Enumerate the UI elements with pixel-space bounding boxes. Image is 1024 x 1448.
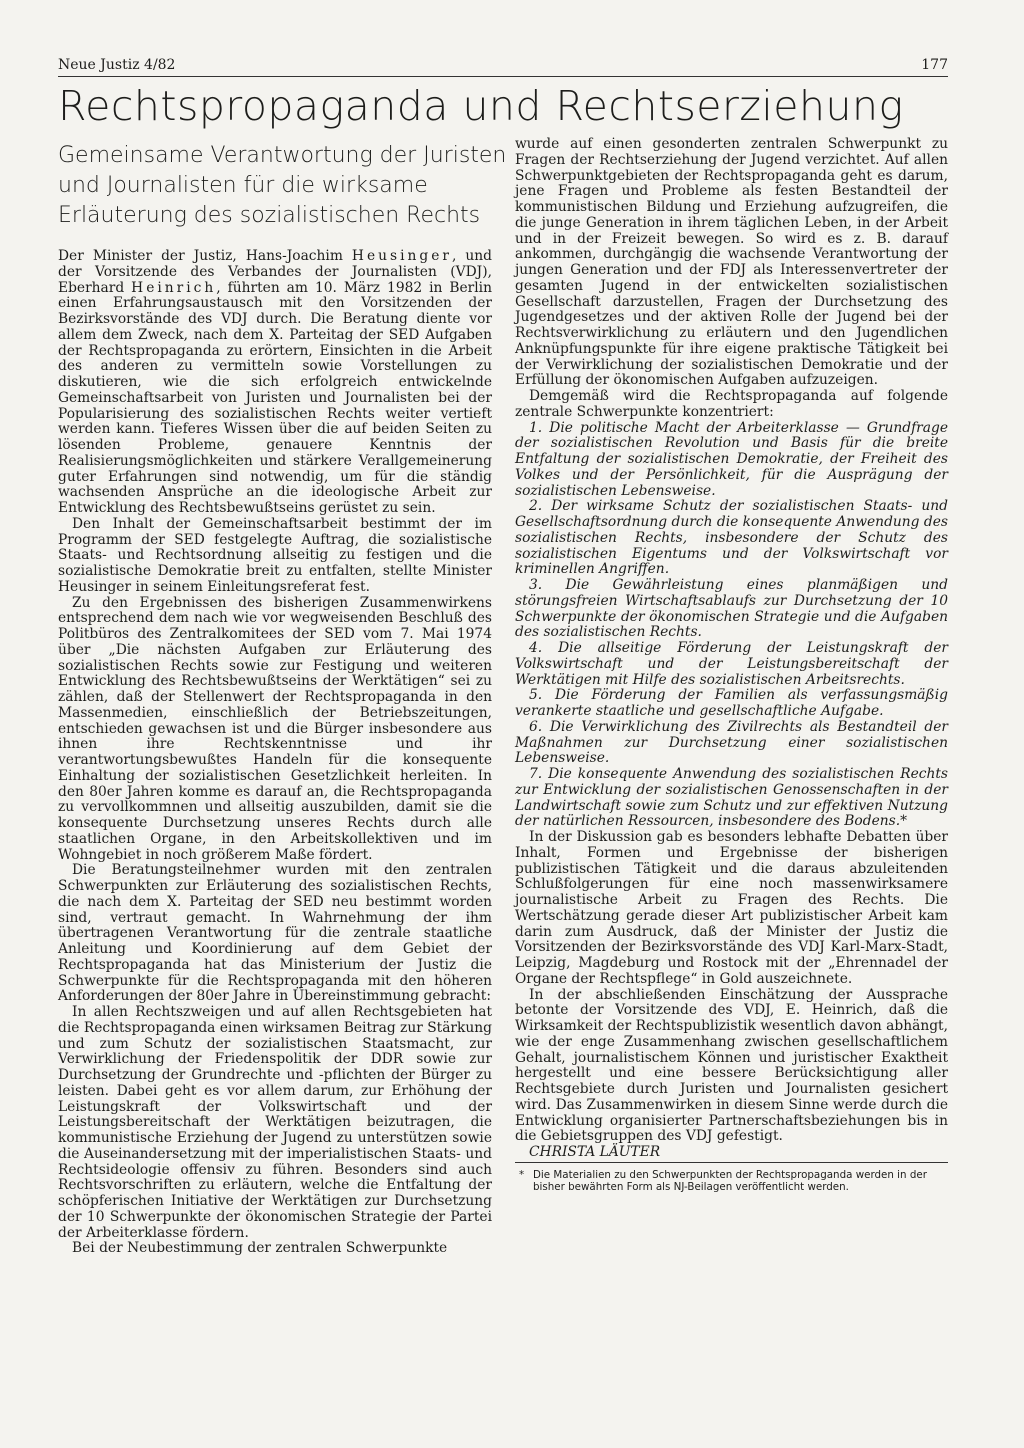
right-column [515,137,948,1257]
body-paragraph: In der Diskussion gab es besonders lebhafte Debatten über Inhalt, Formen und Ergebnisse der bisherigen publizistischen Tätigkeit und die daraus abzuleitenden Schlußfolgerungen für eine noch massenwirksamere journalistische Arbeit zu Fragen des Rechts. Die Wertschätzung gerade dieser Art publizistischer Arbeit kam darin zum Ausdruck, daß der Minister der Justiz die Vorsitzenden der Bezirksvorstände des VDJ Karl-Marx-Stadt, Leipzig, Magdeburg und Rostock mit der „Ehrennadel der Organe der Rechtspflege“ in Gold auszeichnete. [515,829,948,987]
page-number: 177 [921,57,948,73]
focus-item: 2. Der wirksame Schutz der sozialistischen Staats- und Gesellschaftsordnung durch die konsequente Anwendung des sozialistischen Rechts, insbesondere der Schutz des sozialistischen Eigentums und der Volkswirtschaft vor kriminellen Angriffen. [515,498,948,578]
focus-item: 3. Die Gewährleistung eines planmäßigen und störungsfreien Wirtschaftsablaufs zur Durchsetzung der 10 Schwerpunkte der ökonomischen Strategie und die Aufgaben des sozialistischen Rechts. [515,577,948,641]
continuation-paragraph: wurde auf einen gesonderten zentralen Schwerpunkt zu Fragen der Rechtserziehung der Jugend verzichtet. Auf allen Schwerpunktgebieten der Rechtspropaganda geht es darum, jene Fragen und Probleme als festen Bestandteil der kommunistischen Bildung und Erziehung aufzugreifen, die die junge Generation in ihrem täglichen Leben, in der Arbeit und in der Freizeit bewegen. So wird es z. B. darauf ankommen, durchgängig die wachsende Verantwortung der jungen Generation und der FDJ als Interessenvertreter der gesamten Jugend in der entwickelten sozialistischen Gesellschaft darzustellen, Fragen der Durchsetzung des Jugendgesetzes und der aktiven Rolle der Jugend bei der Rechtsverwirklichung zu erläutern und den Jugendlichen Anknüpfungspunkte für ihre eigene praktische Tätigkeit bei der Verwirklichung der sozialistischen Demokratie und der Erfüllung der ökonomischen Aufgaben aufzuzeigen. [515,136,948,389]
author-signature: CHRISTA LÄUTER [515,1145,948,1163]
focus-intro: Demgemäß wird die Rechtspropaganda auf folgende zentrale Schwerpunkte konzentriert: [515,388,948,420]
focus-item: 7. Die konsequente Anwendung des sozialistischen Rechts zur Entwicklung der sozialistischen Genossenschaften in der Landwirtschaft sowie zum Schutz und zur effektiven Nutzung der natürlichen Ressourcen, insbesondere des Bodens.* [515,766,948,830]
left-column-text [58,249,492,1257]
body-paragraph: Die Beratungsteilnehmer wurden mit den zentralen Schwerpunkten zur Erläuterung des sozialistischen Rechts, die nach dem X. Parteitag der SED neu bestimmt worden sind, vertraut gemacht. In Wahrnehmung der ihm übertragenen Verantwortung für die zentrale staatliche Anleitung und Koordinierung auf dem Gebiet der Rechtspropaganda hat das Ministerium der Justiz die Schwerpunkte für die Rechtspropaganda mit den höheren Anforderungen der 80er Jahre in Übereinstimmung gebracht: [58,862,492,1005]
focus-item: 4. Die allseitige Förderung der Leistungskraft der Volkswirtschaft und der Leistungsbereitschaft der Werktätigen mit Hilfe des sozialistischen Arbeitsrechts. [515,640,948,688]
body-paragraph: In allen Rechtszweigen und auf allen Rechtsgebieten hat die Rechtspropaganda einen wirksamen Beitrag zur Stärkung und zum Schutz der sozialistischen Staatsmacht, zur Verwirklichung der Friedenspolitik der DDR sowie zur Durchsetzung der Grundrechte und -pflichten der Bürger zu leisten. Dabei geht es vor allem darum, zur Erhöhung der Leistungskraft der Volkswirtschaft und der Leistungsbereitschaft der Werktätigen beizutragen, die kommunistische Erziehung der Jugend zu unterstützen sowie die Auseinandersetzung mit der imperialistischen Staats- und Rechtsideologie offensiv zu führen. Besonders sind auch Rechtsvorschriften zu erläutern, welche die Entfaltung der schöpferischen Initiative der Werktätigen zur Durchsetzung der 10 Schwerpunkte der ökonomischen Strategie der Partei der Arbeiterklasse fördern. [58,1004,492,1241]
footnote [515,1169,948,1194]
article-columns [58,137,948,1257]
intro-text: , führten am 10. März 1982 in Berlin einen Erfahrungsaustausch mit den Vorsitzenden der Bezirksvorstände des VDJ durch. Die Beratung diente vor allem dem Zweck, nach dem X. Parteitag der SED Aufgaben der Rechtspropaganda zu erörtern, Einsichten in die Arbeit des anderen zu vermitteln sowie Vorstellungen zu diskutieren, wie die sich erfolgreich entwickelnde Gemeinschaftsarbeit von Juristen und Journalisten bei der Popularisierung des sozialistischen Rechts weiter vertieft werden kann. Tieferes Wissen über die auf beiden Seiten zu lösenden Probleme, genauere Kenntnis der Realisierungsmöglichkeiten und stärkere Verallgemeinerung guter Erfahrungen sind notwendig, um für die ständig wachsenden Ansprüche an die ideologische Arbeit zur Entwicklung des Rechtsbewußtseins gerüstet zu sein. [58,279,492,516]
article-title-line: Gemeinsame Verantwortung der Juristen [58,143,507,168]
running-header [58,56,948,77]
name-heusinger: Heusinger [351,248,452,264]
intro-text: , und der Vorsitzende des Verbandes der Journalisten (VDJ), Eberhard [58,248,492,296]
focus-item: 1. Die politische Macht der Arbeiterklasse — Grundfrage der sozialistischen Revolution und Basis für die breite Entfaltung der sozialistischen Demokratie, der Freiheit des Volkes und der Persönlichkeit, für die Ausprägung der sozialistischen Lebensweise. [515,419,948,499]
body-paragraph: Zu den Ergebnissen des bisherigen Zusammenwirkens entsprechend dem nach wie vor wegweisenden Beschluß des Politbüros des Zentralkomitees der SED vom 7. Mai 1974 über „Die nächsten Aufgaben zur Erläuterung des sozialistischen Rechts sowie zur Festigung und weiteren Entwicklung des Rechtsbewußtseins der Werktätigen“ sei zu zählen, daß der Stellenwert der Rechtspropaganda in den Massenmedien, einschließlich der Betriebszeitungen, entschieden gewachsen ist und die Bürger insbesondere aus ihnen ihre Rechtskenntnisse und ihr verantwortungsbewußtes Handeln für die konsequente Einhaltung der sozialistischen Gesetzlichkeit herleiten. In den 80er Jahren komme es darauf an, die Rechtspropaganda zu vervollkommnen und allseitig auszubilden, damit sie die konsequente Durchsetzung unseres Rechts durch alle staatlichen Organe, in den Arbeitskollektiven und im Wohngebiet in noch größerem Maße fördert. [58,594,492,863]
intro-text: Der Minister der Justiz, Hans-Joachim [58,248,352,264]
intro-paragraph [58,249,492,517]
article-title [58,141,507,231]
focus-item: 5. Die Förderung der Familien als verfassungsmäßig verankerte staatliche und gesellschaftliche Aufgabe. [515,687,948,719]
journal-page [58,56,948,1436]
footnote-marker: * [519,1168,525,1181]
article-title-line: Erläuterung des sozialistischen Rechts [58,203,481,228]
footnote-text: Die Materialien zu den Schwerpunkten der Rechtspropaganda werden in der bisher bewährten Form als NJ-Beilagen veröffentlicht werden. [533,1168,927,1194]
body-paragraph: In der abschließenden Einschätzung der Aussprache betonte der Vorsitzende des VDJ, E. Heinrich, daß die Wirksamkeit der Rechtspublizistik wesentlich davon abhängt, wie der enge Zusammenhang zwischen gesellschaftlichem Gehalt, journalistischem Können und juristischer Exaktheit hergestellt und eine bessere Berücksichtigung aller Rechtsgebiete durch Juristen und Journalisten gesichert wird. Das Zusammenwirken in diesem Sinne werde durch die Entwicklung organisierter Partnerschaftsbeziehungen bis in die Gebietsgruppen des VDJ gefestigt. [515,986,948,1145]
left-column [58,137,507,1257]
journal-issue: Neue Justiz 4/82 [58,57,176,73]
section-title: Rechtspropaganda und Rechtserziehung [58,82,904,130]
right-column-text [515,137,948,1163]
article-title-line: und Journalisten für die wirksame [58,173,428,198]
focus-item: 6. Die Verwirklichung des Zivilrechts als Bestandteil der Maßnahmen zur Durchsetzung einer sozialistischen Lebensweise. [515,718,948,767]
body-paragraph: Den Inhalt der Gemeinschaftsarbeit bestimmt der im Programm der SED festgelegte Auftrag, die sozialistische Staats- und Rechtsordnung allseitig zu festigen und die sozialistische Demokratie breit zu entfalten, stellte Minister Heusinger in seinem Einleitungsreferat fest. [58,515,492,595]
name-heinrich: Heinrich [131,279,217,296]
body-paragraph: Bei der Neubestimmung der zentralen Schwerpunkte [72,1240,448,1257]
